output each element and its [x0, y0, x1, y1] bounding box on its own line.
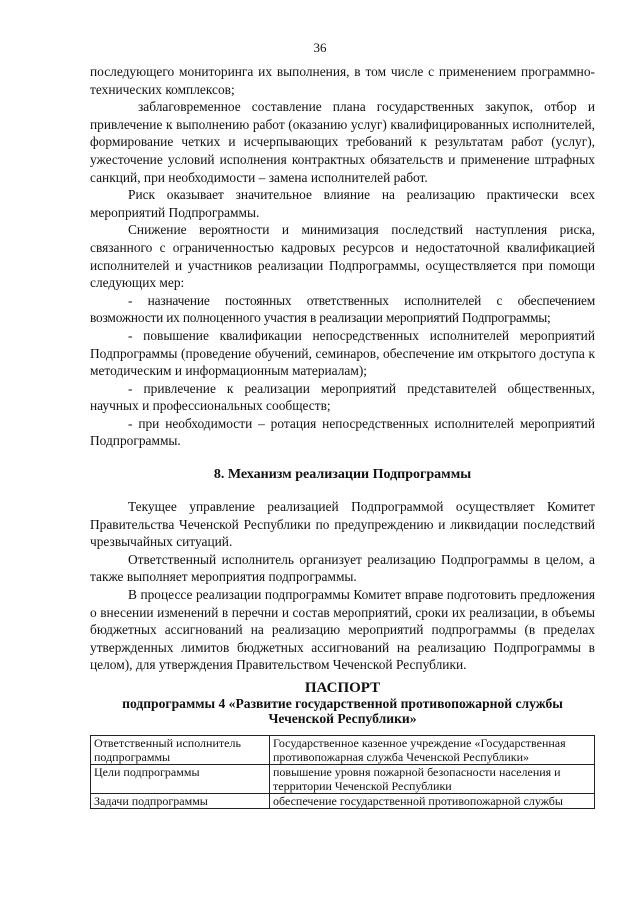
list-item: - назначение постоянных ответственных исполнителей с обеспечением возможности их полноценного участия в реализации мероприятий Подпрограммы; — [90, 292, 595, 326]
passport-title: ПАСПОРТ — [304, 680, 381, 696]
table-cell-label: Задачи подпрограммы — [91, 794, 270, 809]
table-cell-label: Цели подпрограммы — [91, 765, 270, 794]
list-item: - повышение квалификации непосредственных исполнителей мероприятий Подпрограммы (проведение обучений, семинаров, обеспечение им открытого доступа к методическим и информационным материалам); — [90, 327, 595, 379]
table-row — [91, 736, 595, 765]
section-heading: 8. Механизм реализации Подпрограммы — [213, 467, 472, 483]
list-item: - при необходимости – ротация непосредственных исполнителей мероприятий Подпрограммы. — [90, 415, 595, 449]
paragraph: заблаговременное составление плана государственных закупок, отбор и привлечение к выполнению работ (оказанию услуг) квалифицированных исполнителей, формирование четких и исчерпывающих требований к результатам работ (услуг), ужесточение условий исполнения контрактных обязательств и применение штрафных санкций, при необходимости – замена исполнителей работ. — [90, 99, 595, 185]
passport-subtitle: подпрограммы 4 «Развитие государственной противопожарной службы Чеченской Республики» — [122, 696, 563, 726]
paragraph: Текущее управление реализацией Подпрограммой осуществляет Комитет Правительства Чеченской Республики по предупреждению и ликвидации последствий чрезвычайных ситуаций. — [90, 499, 595, 550]
table-cell-label: Ответственный исполнитель подпрограммы — [91, 736, 270, 765]
paragraph: Риск оказывает значительное влияние на реализацию практически всех мероприятий Подпрограммы. — [90, 187, 595, 220]
table-row — [91, 794, 595, 809]
passport-table — [90, 735, 595, 809]
document-body — [90, 63, 595, 809]
table-row — [91, 765, 595, 794]
table-cell-value: Государственное казенное учреждение «Государственная противопожарная служба Чеченской Республики» — [270, 736, 595, 765]
table-cell-value: повышение уровня пожарной безопасности населения и территории Чеченской Республики — [270, 765, 595, 794]
paragraph: Ответственный исполнитель организует реализацию Подпрограммы в целом, а также выполняет мероприятия подпрограммы. — [90, 551, 595, 585]
paragraph: В процессе реализации подпрограммы Комитет вправе подготовить предложения о внесении изменений в перечни и состав мероприятий, сроки их реализации, в объемы бюджетных ассигнований на реализацию мероприятий подпрограммы (в пределах утвержденных лимитов бюджетных ассигнований на реализацию Подпрограммы в целом), для утверждения Правительством Чеченской Республики. — [90, 587, 595, 673]
paragraph: последующего мониторинга их выполнения, в том числе с применением программно-технических комплексов; — [90, 64, 595, 97]
page-number: 36 — [313, 40, 327, 55]
list-item: - привлечение к реализации мероприятий представителей общественных, научных и профессиональных сообществ; — [90, 380, 595, 414]
paragraph: Снижение вероятности и минимизация последствий наступления риска, связанного с ограниченностью кадровых ресурсов и недостаточной квалификацией исполнителей и участников реализации Подпрограммы, осуществляется при помощи следующих мер: — [90, 222, 595, 291]
table-cell-value: обеспечение государственной противопожарной службы — [270, 794, 595, 809]
